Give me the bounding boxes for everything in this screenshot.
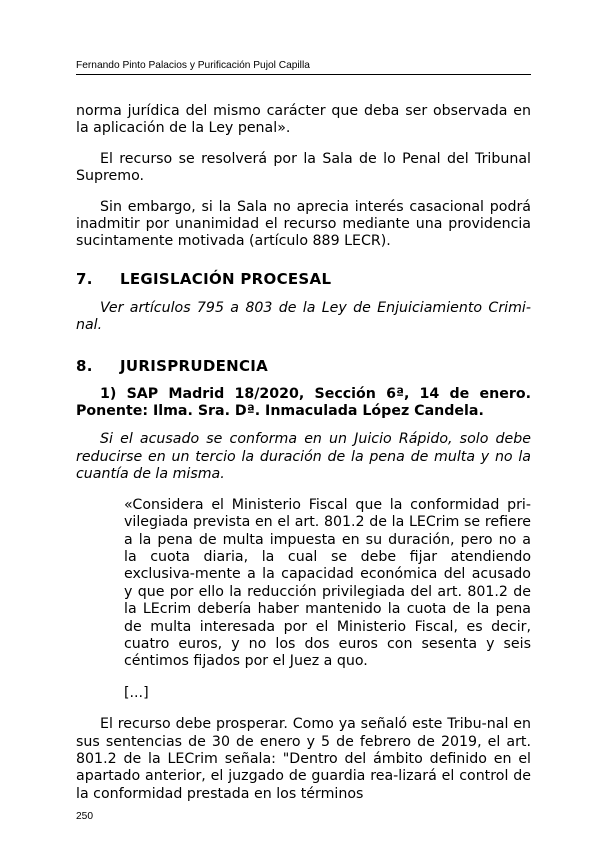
page-number: 250: [76, 811, 93, 822]
section-7-text: Ver artículos 795 a 803 de la Ley de Enjuiciamiento Crimi-nal.: [76, 299, 531, 334]
paragraph-3: Sin embargo, si la Sala no aprecia interés casacional podrá inadmitir por unanimidad el recurso mediante una providencia sucintamente motivada (artículo 889 LECR).: [76, 198, 531, 250]
paragraph-2: El recurso se resolverá por la Sala de lo Penal del Tribunal Supremo.: [76, 150, 531, 185]
case-quote: «Considera el Ministerio Fiscal que la conformidad pri-vilegiada prevista en el art. 801.2 de la LECrim se refiere a la pena de multa impuesta en su duración, pero no a la cuota diaria, la cual se debe fijar atendiendo exclusiva-mente a la capacidad económica del acusado y que por ello la reducción privilegiada del art. 801.2 de la LEcrim debería haber mantenido la cuota de la pena de multa interesada por el Ministerio Fiscal, es decir, cuatro euros, y no los dos euros con sesenta y seis céntimos fijados por el Juez a quo.: [124, 496, 531, 670]
closing-paragraph: El recurso debe prosperar. Como ya señaló este Tribu-nal en sus sentencias de 30 de enero y 5 de febrero de 2019, el art. 801.2 de la LECrim señala: "Dentro del ámbito definido en el apartado anterior, el juzgado de guardia rea-lizará el control de la conformidad prestada en los términos: [76, 716, 531, 802]
ellipsis: [...]: [124, 684, 149, 701]
case-title: 1) SAP Madrid 18/2020, Sección 6ª, 14 de enero. Ponente: Ilma. Sra. Dª. Inmaculada López Candela.: [76, 385, 531, 420]
running-header: Fernando Pinto Palacios y Purificación Pujol Capilla: [76, 60, 531, 75]
page-body: [76, 103, 531, 803]
section-7-number: 7.: [76, 269, 93, 288]
section-7-title: LEGISLACIÓN PROCESAL: [120, 269, 332, 288]
section-8-number: 8.: [76, 356, 93, 375]
case-summary: Si el acusado se conforma en un Juicio Rápido, solo debe reducirse en un tercio la duración de la pena de multa y no la cuantía de la misma.: [76, 431, 531, 483]
paragraph-1: norma jurídica del mismo carácter que deba ser observada en la aplicación de la Ley penal».: [76, 103, 531, 137]
section-7-heading: [76, 270, 531, 288]
section-8-title: JURISPRUDENCIA: [120, 356, 269, 375]
section-8-heading: [76, 357, 531, 375]
